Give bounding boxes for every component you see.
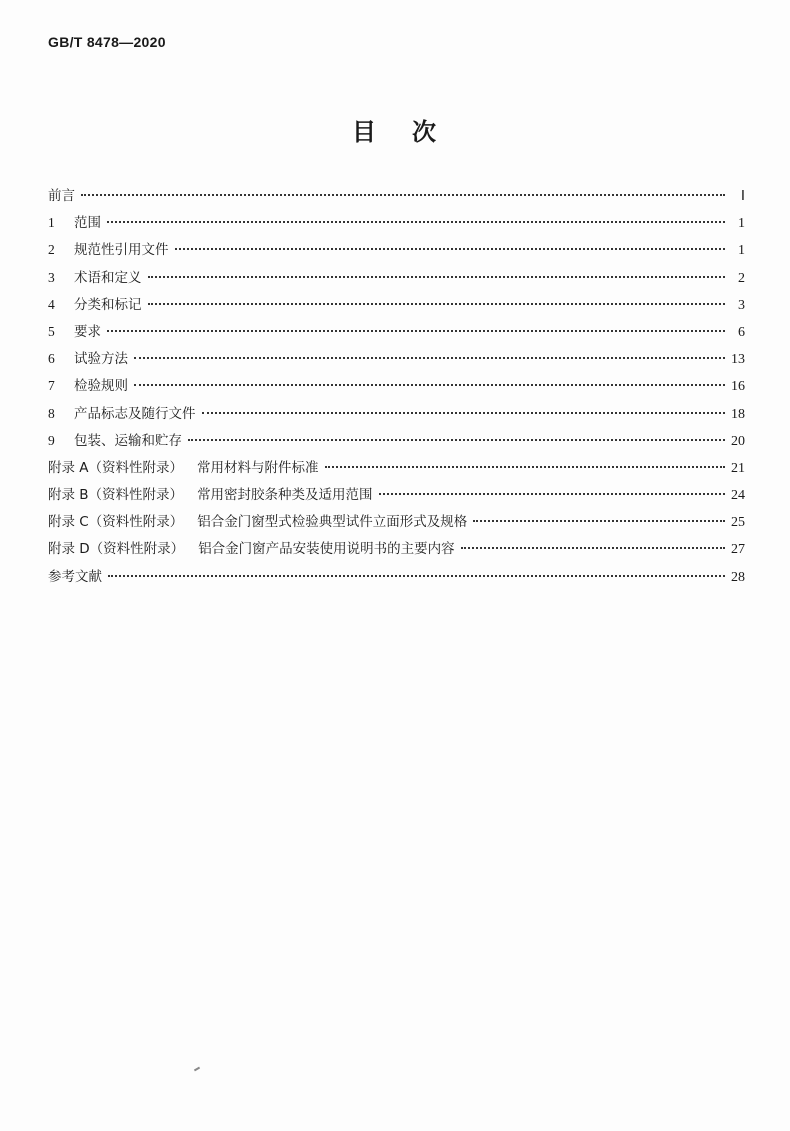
toc-entry-label: 范围 [74,215,101,232]
dot-leader [325,466,725,468]
toc-entry-2[interactable] [48,238,745,265]
dot-leader [202,412,726,414]
toc-entry-number: 3 [48,269,55,285]
dot-leader [107,221,725,223]
toc-entry-references[interactable] [48,565,745,592]
toc-entry-page: 2 [738,270,745,286]
toc-entry-page: 18 [731,406,745,422]
toc-entry-label: 检验规则 [74,378,128,395]
toc-entry-label: 产品标志及随行文件 [74,405,196,422]
toc-entry-appendix-d[interactable] [48,537,745,564]
dot-leader [148,303,726,305]
toc-entry-page: 21 [731,460,745,476]
toc-entry-label: 试验方法 [74,351,128,368]
toc-entry-label: 参考文献 [48,568,102,585]
dot-leader [188,439,725,441]
toc-entry-label: 分类和标记 [74,296,142,313]
toc-entry-number: 9 [48,432,55,448]
toc-entry-page: Ⅰ [740,189,745,204]
toc-entry-number: 2 [48,242,55,258]
toc-entry-label: 附录 B（资料性附录） [48,487,184,504]
toc-entry-appendix-b[interactable] [48,483,745,510]
toc-entry-subtitle: 常用密封胶条种类及适用范围 [197,487,373,504]
dot-leader [107,330,725,332]
toc-entry-page: 24 [731,488,745,504]
table-of-contents [48,184,745,592]
toc-entry-number: 6 [48,351,55,367]
dot-leader [379,493,725,495]
dot-leader [461,547,725,549]
toc-entry-page: 27 [731,542,745,558]
toc-entry-appendix-a[interactable] [48,456,745,483]
toc-entry-subtitle: 常用材料与附件标准 [197,459,319,476]
toc-entry-label: 要求 [74,323,101,340]
toc-entry-number: 5 [48,323,55,339]
title-char-right: 次 [412,118,438,146]
toc-entry-4[interactable] [48,293,745,320]
toc-entry-page: 1 [738,243,745,259]
toc-entry-5[interactable] [48,320,745,347]
toc-entry-6[interactable] [48,347,745,374]
page-title [0,112,790,147]
toc-entry-label: 术语和定义 [74,269,142,286]
toc-entry-appendix-c[interactable] [48,510,745,537]
toc-entry-number: 4 [48,296,55,312]
toc-entry-3[interactable] [48,266,745,293]
dot-leader [134,384,725,386]
toc-entry-number: 8 [48,405,55,421]
dot-leader [134,357,725,359]
toc-entry-label: 包装、运输和贮存 [74,432,182,449]
toc-entry-page: 6 [738,324,745,340]
toc-entry-page: 1 [738,216,745,232]
toc-entry-subtitle: 铝合金门窗产品安装使用说明书的主要内容 [198,541,455,558]
toc-entry-page: 13 [731,352,745,368]
dot-leader [473,520,725,522]
dot-leader [81,194,725,196]
toc-entry-1[interactable] [48,211,745,238]
standard-code: GB/T 8478—2020 [48,34,166,50]
toc-entry-8[interactable] [48,402,745,429]
title-char-left: 目 [352,118,378,146]
toc-entry-label: 附录 D（资料性附录） [48,541,185,558]
toc-entry-page: 20 [731,433,745,449]
toc-entry-page: 25 [731,515,745,531]
toc-entry-page: 28 [731,569,745,585]
dot-leader [175,248,726,250]
toc-entry-page: 16 [731,379,745,395]
toc-entry-number: 7 [48,378,55,394]
toc-entry-label: 附录 A（资料性附录） [48,459,184,476]
toc-entry-foreword[interactable] [48,184,745,211]
toc-entry-page: 3 [738,297,745,313]
toc-entry-subtitle: 铝合金门窗型式检验典型试件立面形式及规格 [197,514,468,531]
toc-entry-number: 1 [48,215,55,231]
toc-entry-label: 前言 [48,188,75,204]
toc-entry-7[interactable] [48,374,745,401]
toc-entry-label: 规范性引用文件 [74,242,169,259]
scan-speck [194,1067,200,1072]
toc-entry-9[interactable] [48,429,745,456]
dot-leader [108,575,725,577]
dot-leader [148,276,726,278]
toc-entry-label: 附录 C（资料性附录） [48,514,184,531]
